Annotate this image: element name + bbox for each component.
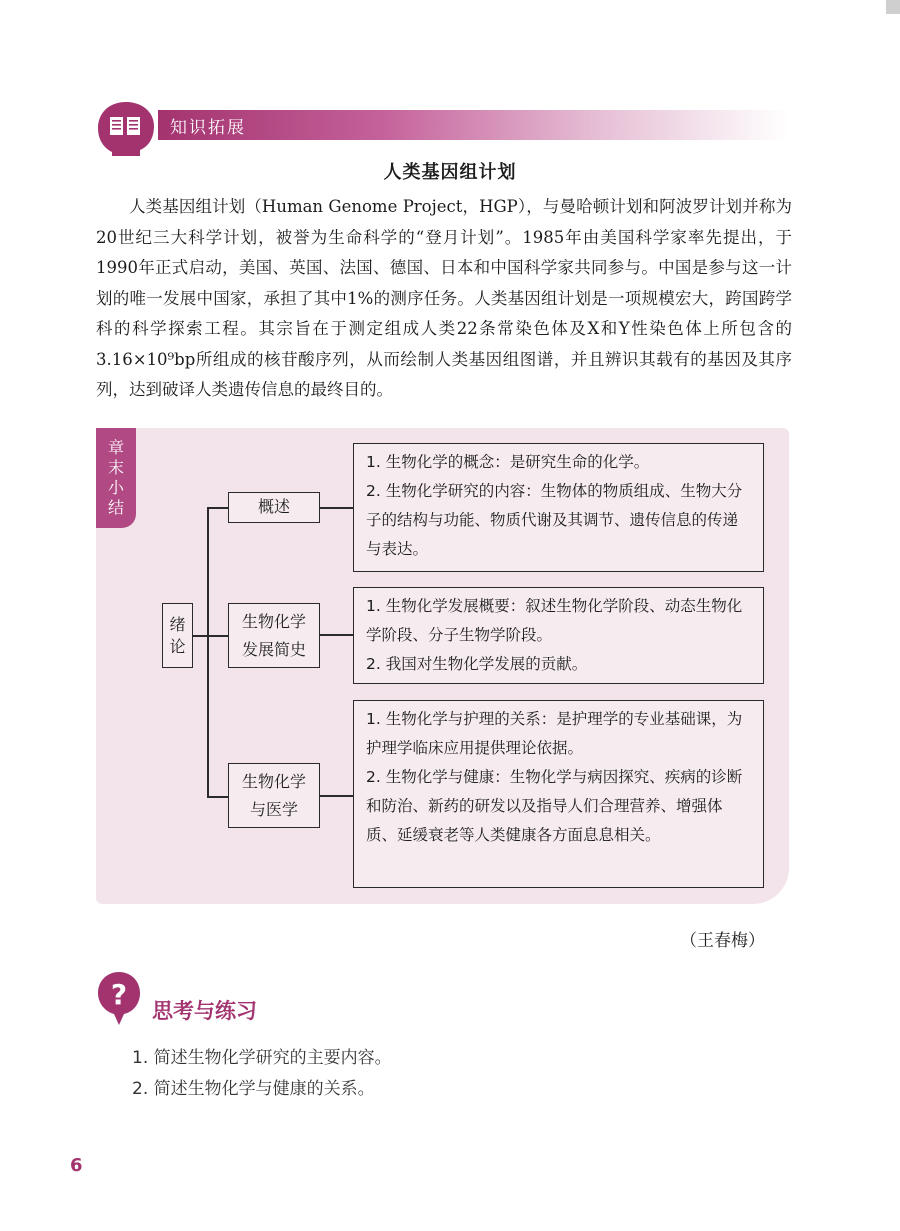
branch-label: 概述 [257,497,290,516]
detail-point: 1. 生物化学的概念：是研究生命的化学。 [366,453,650,471]
section-title: 知识拓展 [170,118,246,138]
article-paragraph: 人类基因组计划（Human Genome Project，HGP），与曼哈顿计划和阿波罗计划并称为20世纪三大科学计划，被誉为生命科学的“登月计划”。1985年由美国科学家率先提出，于1990年正式启动，美国、英国、法国、德国、日本和中国科学家共同参与。中国是参与这一计划的唯一发展中国家，承担了其中1%的测序任务。人类基因组计划是一项规模宏大，跨国跨学科的科学探索工程。其宗旨在于测定组成人类22条常染色体及X和Y性染色体上所包含的3.16×10⁹bp所组成的核苷酸序列，从而绘制人类基因组图谱，并且辨识其载有的基因及其序列，达到破译人类遗传信息的最终目的。 [96,197,792,399]
exercises-title: 思考与练习 [152,999,257,1023]
page-corner-mark [886,0,900,14]
connector-line [207,796,228,798]
article-title: 人类基因组计划 [383,162,517,183]
section-header-bar [158,110,788,140]
head-book-icon [96,100,156,156]
branch-label: 生物化学发展简史 [241,612,306,659]
detail-point: 1. 生物化学与护理的关系：是护理学的专业基础课，为护理学临床应用提供理论依据。 [366,710,743,757]
exercise-item: 1. 简述生物化学研究的主要内容。 [132,1048,392,1068]
root-node [162,603,193,668]
branch-label: 生物化学与医学 [241,772,306,819]
connector-line [207,507,209,797]
detail-point: 1. 生物化学发展概要：叙述生物化学阶段、动态生物化学阶段、分子生物学阶段。 [366,597,743,644]
connector-line [192,635,208,637]
connector-line [319,795,353,797]
detail-box [353,700,764,888]
connector-line [319,634,353,636]
question-mark-icon [96,970,142,1026]
detail-box [353,443,764,572]
branch-node [228,492,320,523]
branch-node [228,763,320,828]
detail-point: 2. 生物化学与健康：生物化学与病因探究、疾病的诊断和防治、新药的研发以及指导人们合理营养、增强体质、延缓衰老等人类健康各方面息息相关。 [366,768,743,844]
detail-point: 2. 生物化学研究的内容：生物体的物质组成、生物大分子的结构与功能、物质代谢及其调节、遗传信息的传递与表达。 [366,482,743,558]
svg-text:?: ? [110,978,128,1011]
connector-line [319,507,353,509]
exercises-list [132,1043,392,1105]
connector-line [207,507,228,509]
branch-node [228,603,320,668]
detail-box [353,587,764,684]
summary-tab-label: 章末小结 [107,438,124,517]
detail-point: 2. 我国对生物化学发展的贡献。 [366,655,588,673]
author-credit: （王春梅） [680,931,765,951]
root-node-label: 绪论 [169,615,186,656]
exercise-item: 2. 简述生物化学与健康的关系。 [132,1079,375,1099]
connector-line [207,635,228,637]
page-number: 6 [70,1155,83,1176]
article-body [96,192,792,406]
